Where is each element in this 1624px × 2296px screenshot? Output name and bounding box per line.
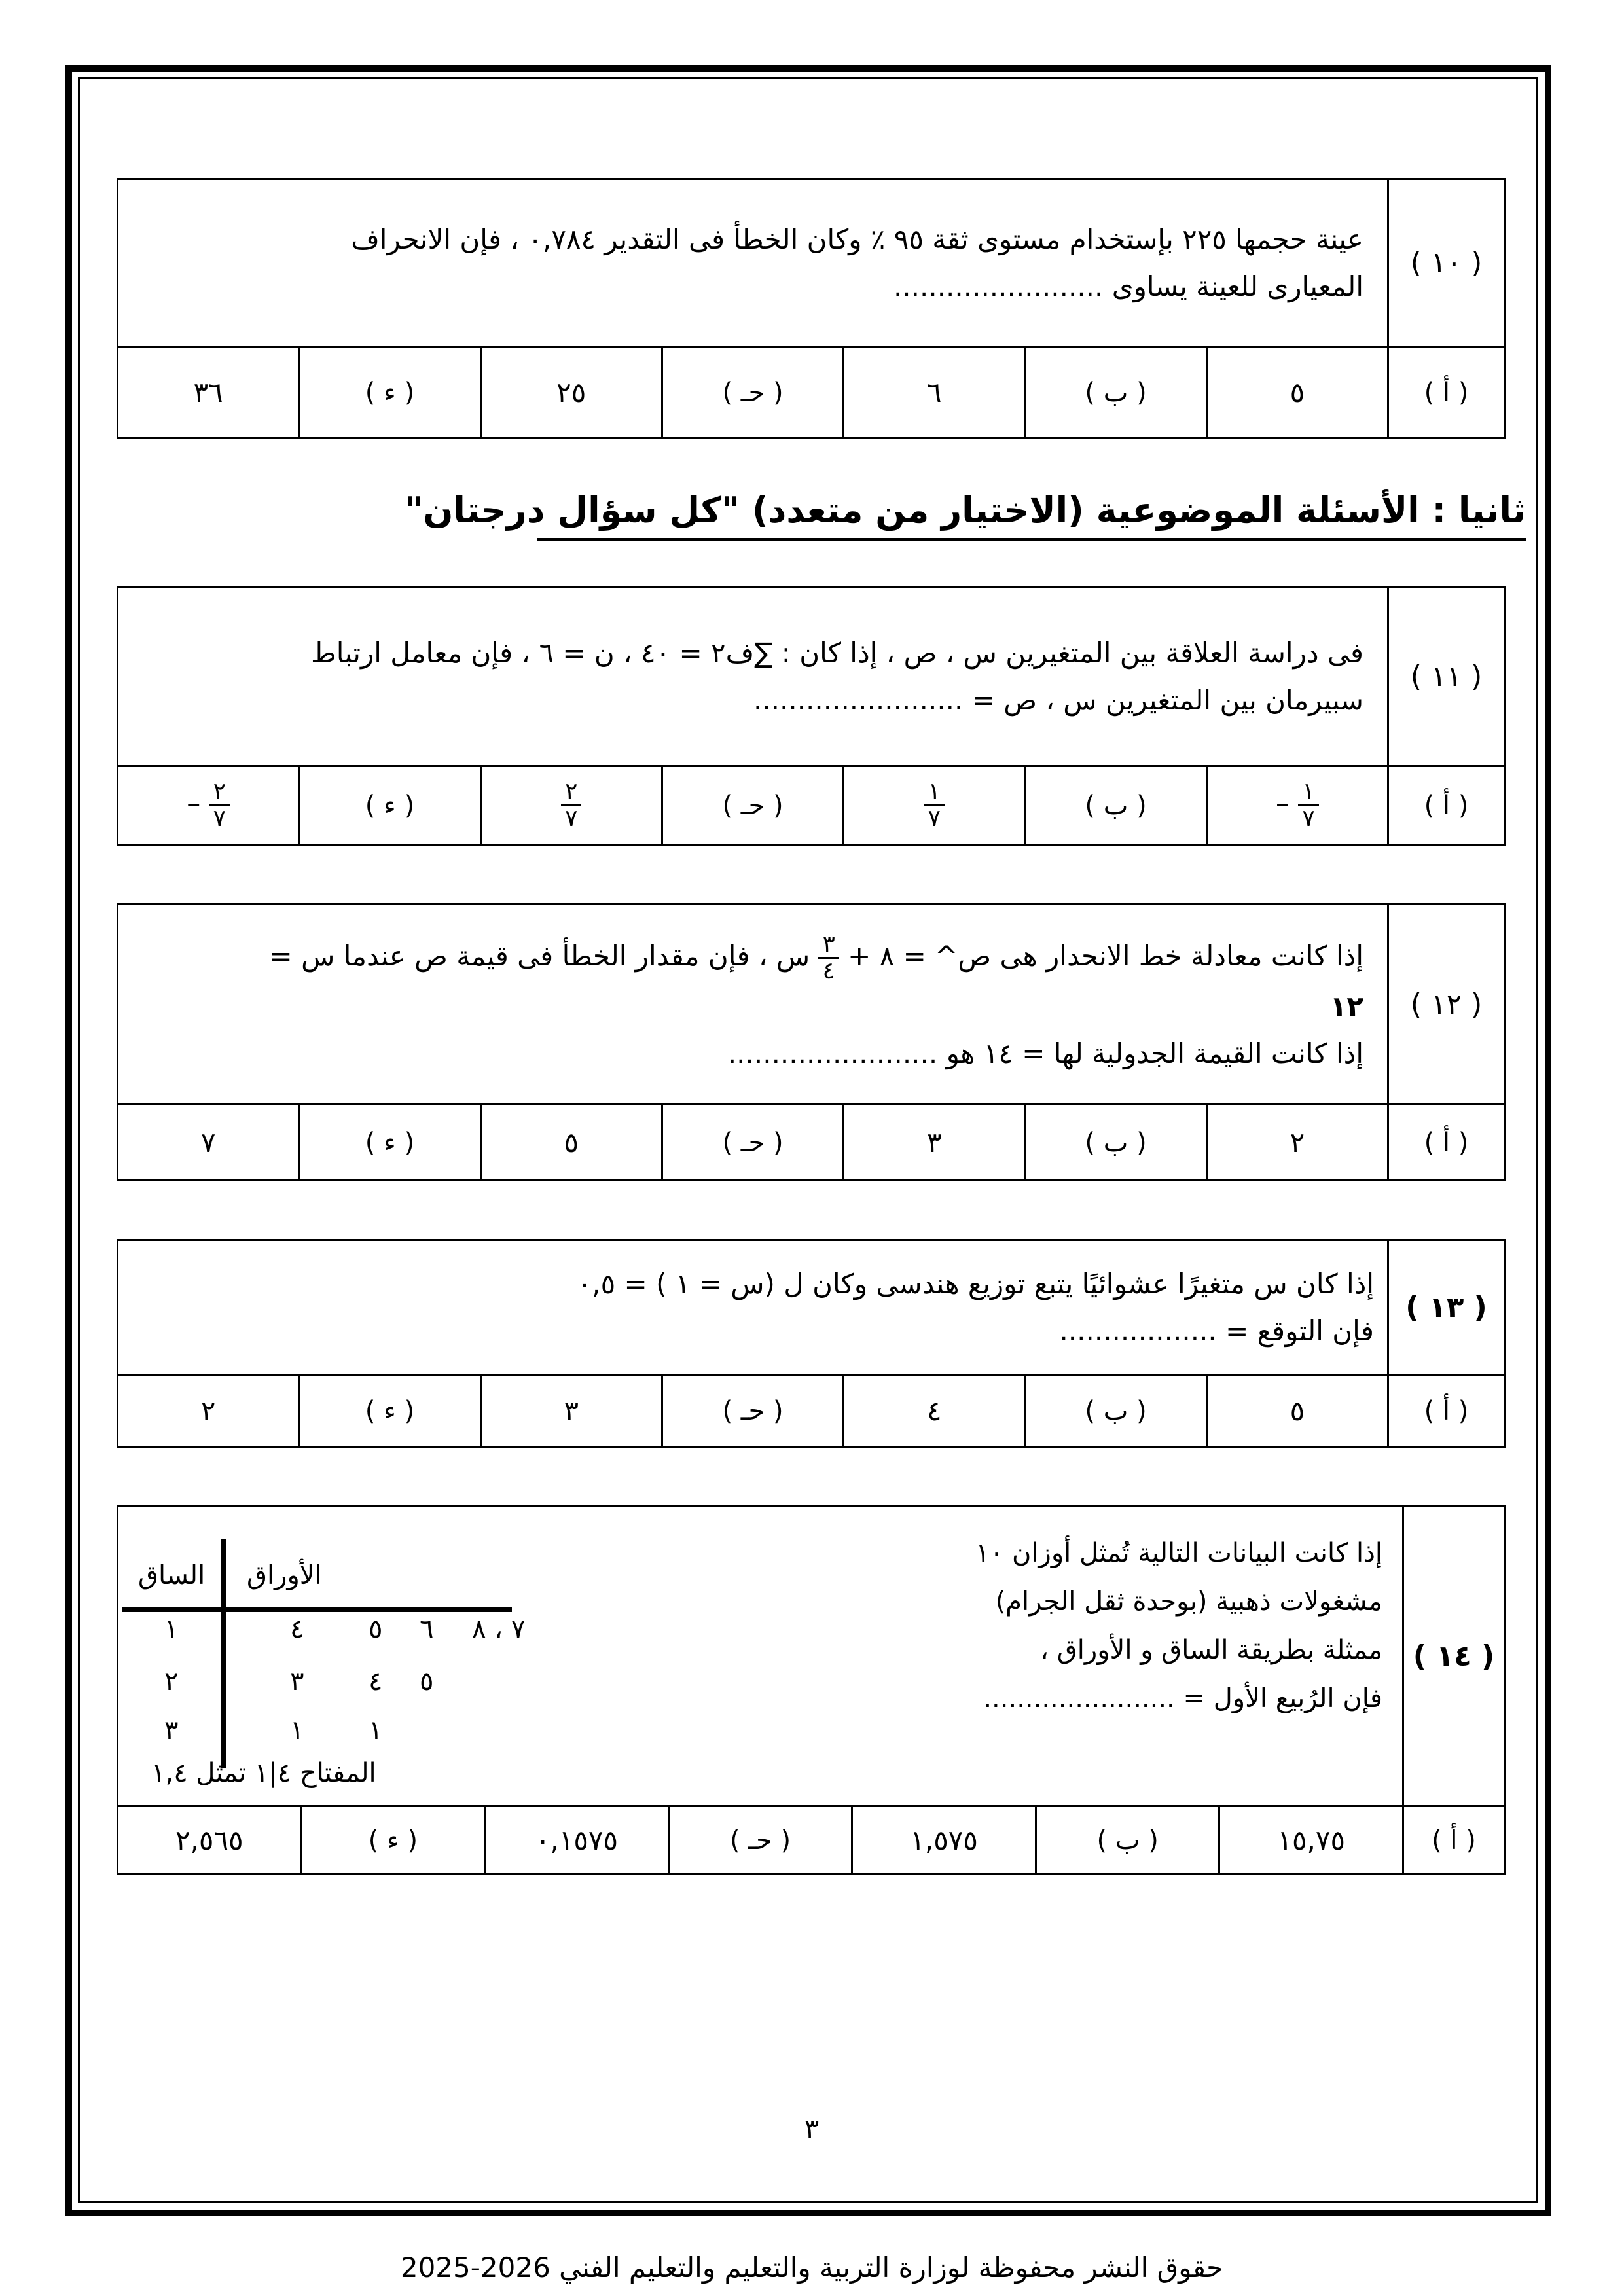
option-c[interactable]: ٣ <box>480 1375 662 1447</box>
page-number: ٣ <box>804 2113 820 2145</box>
option-a[interactable]: ٥ <box>1206 347 1388 439</box>
section-heading: ثانيا : الأسئلة الموضوعية (الاختيار من متعدد) "كل سؤال درجتان" <box>537 486 1526 541</box>
stem-header: الساق <box>138 1560 206 1590</box>
option-label-a: ( أ ) <box>1388 1105 1505 1181</box>
stem-leaf-key: المفتاح ٤|١ تمثل ١,٤ <box>151 1757 376 1788</box>
option-b[interactable] <box>844 766 1025 845</box>
leaf-value: ٤ <box>290 1613 304 1644</box>
option-d[interactable]: ٢ <box>118 1375 299 1447</box>
leaf-value: ٦ <box>420 1613 434 1644</box>
stem-value: ١ <box>164 1613 179 1644</box>
question-stem: إذا كانت البيانات التالية تُمثل أوزان ١٠ مشغولات ذهبية (بوحدة ثقل الجرام) ممثلة بطريقة الساق و الأوراق ، فإن الرُبيع الأول = ....................... الساق الأوراق ١ ٤ ٥ ٦ ٧ ، ٨ ٢ ٣ ٤ ٥ ٣ ١ ١ المفتاح ٤|١ تمثل ١,٤ <box>118 1507 1403 1806</box>
option-b[interactable]: ٦ <box>844 347 1025 439</box>
option-a[interactable]: $\frac{١}{٧}$ – <box>1206 766 1388 845</box>
leaf-value: ١ <box>290 1715 304 1746</box>
option-label-d: ( ء ) <box>301 1806 485 1874</box>
question-number: ( ١٤ ) <box>1403 1507 1505 1806</box>
option-c[interactable]: ٠,١٥٧٥ <box>485 1806 669 1874</box>
question-stem: فى دراسة العلاقة بين المتغيرين س ، ص ، إذا كان : ∑ف٢ = ٤٠ ، ن = ٦ ، فإن معامل ارتباط سبيرمان بين المتغيرين س ، ص = ........................ <box>118 587 1388 766</box>
option-label-b: ( ب ) <box>1025 347 1206 439</box>
leaf-value: ٣ <box>290 1666 304 1696</box>
option-b[interactable]: ٣ <box>844 1105 1025 1181</box>
question-10 <box>117 178 1506 439</box>
option-b[interactable]: ١,٥٧٥ <box>852 1806 1036 1874</box>
option-a[interactable]: ٥ <box>1206 1375 1388 1447</box>
fraction: $\frac{١}{٧}$ <box>924 780 945 831</box>
stem-and-leaf-plot <box>118 1516 858 1797</box>
leaf-value: ٧ ، ٨ <box>472 1613 526 1644</box>
stem-value: ٣ <box>164 1715 179 1746</box>
leaf-value: ٥ <box>420 1666 434 1696</box>
question-number: ( ١٠ ) <box>1388 179 1505 347</box>
question-13 <box>117 1239 1506 1448</box>
option-a[interactable]: ١٥,٧٥ <box>1219 1806 1403 1874</box>
option-label-c: ( حـ ) <box>662 1375 843 1447</box>
fraction: $\frac{٢}{٧}$ <box>209 780 230 831</box>
header-divider <box>122 1607 512 1612</box>
question-12 <box>117 903 1506 1181</box>
leaves-header: الأوراق <box>247 1560 322 1590</box>
option-label-d: ( ء ) <box>299 347 480 439</box>
option-label-b: ( ب ) <box>1036 1806 1219 1874</box>
copyright-footer: حقوق النشر محفوظة لوزارة التربية والتعليم والتعليم الفني 2026-2025 <box>400 2251 1224 2284</box>
option-d[interactable]: $\frac{٢}{٧}$ – <box>118 766 299 845</box>
option-label-c: ( حـ ) <box>662 766 843 845</box>
option-label-a: ( أ ) <box>1388 766 1505 845</box>
question-number: ( ١٣ ) <box>1388 1240 1505 1375</box>
question-number: ( ١١ ) <box>1388 587 1505 766</box>
leaf-value: ٥ <box>369 1613 383 1644</box>
option-label-d: ( ء ) <box>299 1105 480 1181</box>
option-a[interactable]: ٢ <box>1206 1105 1388 1181</box>
option-label-b: ( ب ) <box>1025 766 1206 845</box>
question-stem: عينة حجمها ٢٢٥ بإستخدام مستوى ثقة ٩٥ ٪ وكان الخطأ فى التقدير ٠,٧٨٤ ، فإن الانحراف المعيارى للعينة يساوى ........................ <box>118 179 1388 347</box>
question-11 <box>117 586 1506 846</box>
option-b[interactable]: ٤ <box>844 1375 1025 1447</box>
question-stem: إذا كانت معادلة خط الانحدار هى ص^ = ٨ + $\frac{٣}{٤}$ س ، فإن مقدار الخطأ فى قيمة ص عندما س = ١٢ إذا كانت القيمة الجدولية لها = ١٤ هو ........................ <box>118 905 1388 1105</box>
option-label-a: ( أ ) <box>1388 347 1505 439</box>
option-label-b: ( ب ) <box>1025 1375 1206 1447</box>
stem-divider <box>221 1539 226 1768</box>
option-label-c: ( حـ ) <box>668 1806 852 1874</box>
option-label-d: ( ء ) <box>299 766 480 845</box>
leaf-value: ٤ <box>369 1666 383 1696</box>
fraction: $\frac{٣}{٤}$ <box>818 932 839 984</box>
option-label-c: ( حـ ) <box>662 1105 843 1181</box>
option-d[interactable]: ٧ <box>118 1105 299 1181</box>
option-c[interactable] <box>480 766 662 845</box>
option-c[interactable]: ٢٥ <box>480 347 662 439</box>
question-stem: إذا كان س متغيرًا عشوائيًا يتبع توزيع هندسى وكان ل (س = ١ ) = ٠,٥ فإن التوقع = .................. <box>118 1240 1388 1375</box>
option-label-d: ( ء ) <box>299 1375 480 1447</box>
option-label-a: ( أ ) <box>1403 1806 1505 1874</box>
leaf-value: ١ <box>369 1715 383 1746</box>
question-14 <box>117 1505 1506 1875</box>
option-d[interactable]: ٢,٥٦٥ <box>118 1806 302 1874</box>
fraction: $\frac{١}{٧}$ <box>1298 780 1318 831</box>
fraction: $\frac{٢}{٧}$ <box>561 780 581 831</box>
question-number: ( ١٢ ) <box>1388 905 1505 1105</box>
option-c[interactable]: ٥ <box>480 1105 662 1181</box>
option-label-c: ( حـ ) <box>662 347 843 439</box>
stem-value: ٢ <box>164 1666 179 1696</box>
option-label-b: ( ب ) <box>1025 1105 1206 1181</box>
option-d[interactable]: ٣٦ <box>118 347 299 439</box>
option-label-a: ( أ ) <box>1388 1375 1505 1447</box>
